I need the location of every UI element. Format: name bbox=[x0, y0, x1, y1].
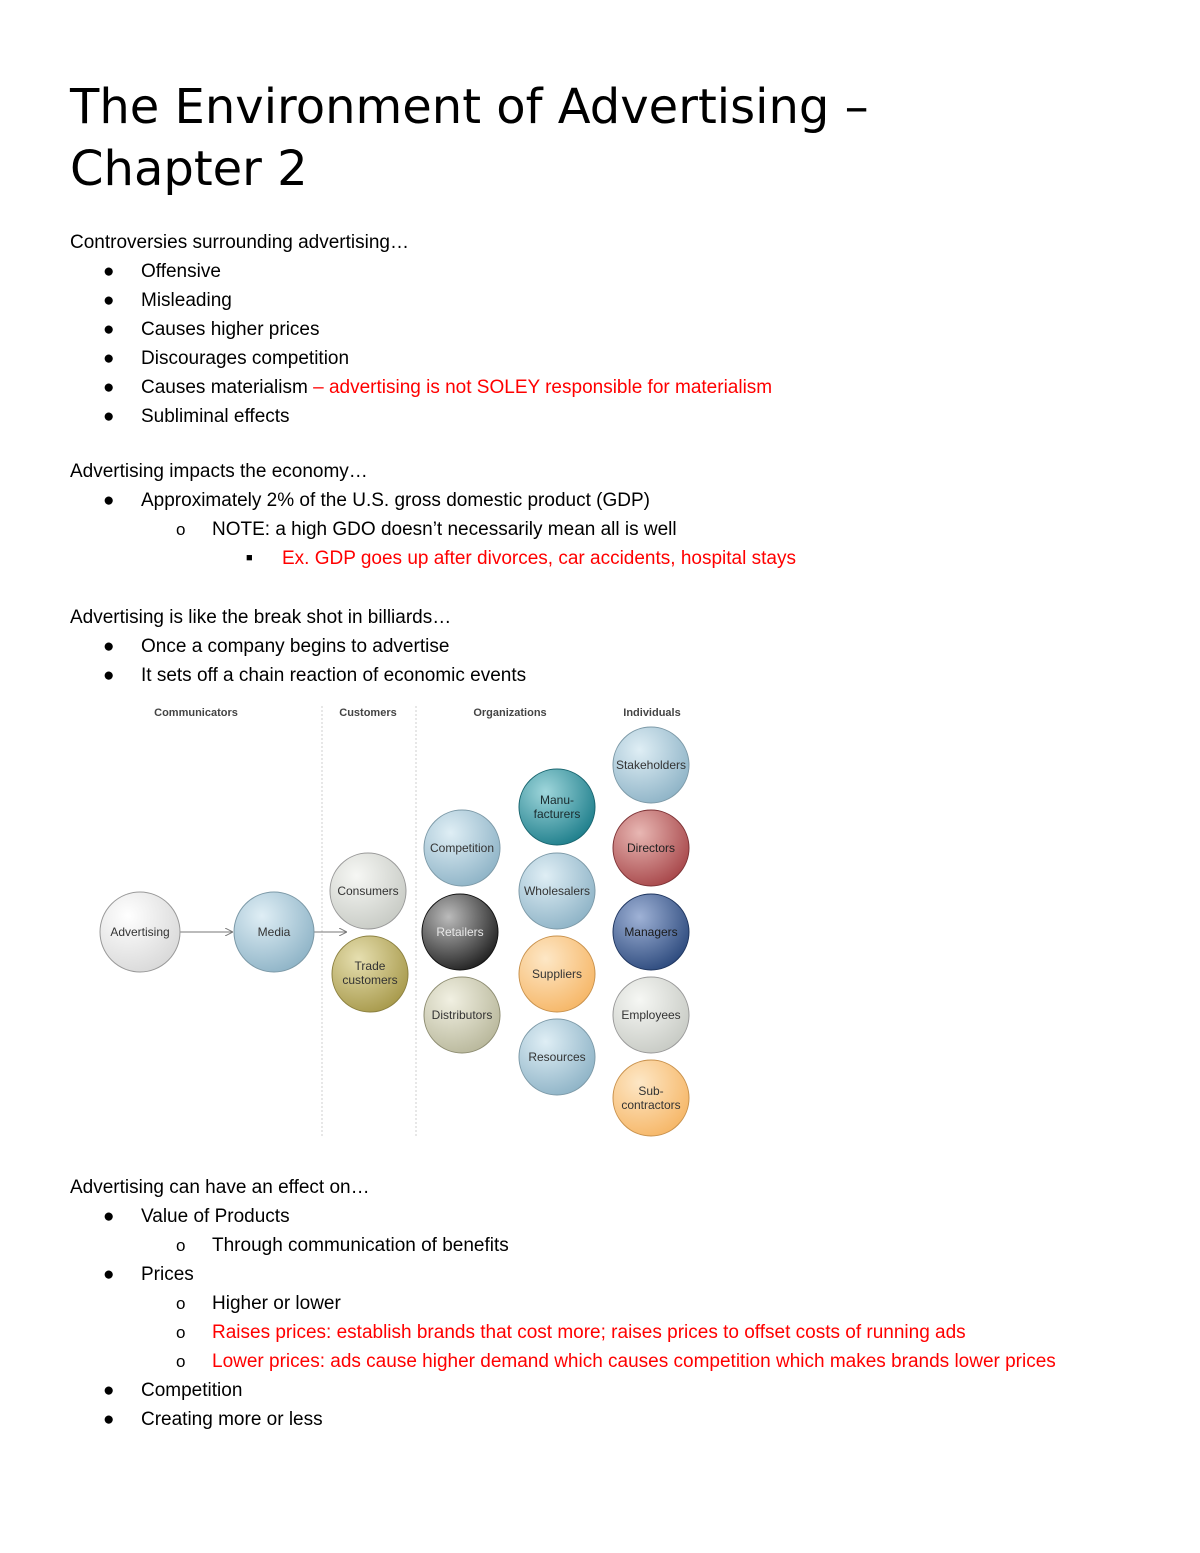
node-label: Retailers bbox=[436, 925, 484, 939]
list-item-text: Through communication of benefits bbox=[212, 1235, 509, 1256]
list-item-text: Higher or lower bbox=[212, 1293, 341, 1314]
node-label: customers bbox=[342, 973, 398, 987]
list-item bbox=[70, 1405, 1150, 1434]
node-stakeholders bbox=[613, 727, 689, 803]
node-suppliers bbox=[519, 936, 595, 1012]
list-item-text: It sets off a chain reaction of economic events bbox=[141, 665, 527, 686]
list-item bbox=[70, 344, 1150, 373]
node-label: facturers bbox=[533, 807, 581, 821]
list-item bbox=[70, 1376, 1150, 1405]
list-item bbox=[70, 632, 1150, 661]
list-item-text: Offensive bbox=[141, 261, 221, 282]
list-item-text: Once a company begins to advertise bbox=[141, 636, 450, 657]
node-label: contractors bbox=[621, 1098, 681, 1112]
materialism-note: – advertising is not SOLEY responsible for materialism bbox=[307, 377, 773, 398]
node-label: Resources bbox=[528, 1050, 586, 1064]
node-advertising bbox=[100, 892, 180, 972]
billiards-section bbox=[70, 603, 1150, 690]
bullet-icon: ● bbox=[103, 406, 115, 427]
list-item-text: NOTE: a high GDO doesn’t necessarily mean all is well bbox=[212, 519, 677, 540]
node-competition bbox=[424, 810, 500, 886]
list-item bbox=[70, 1231, 1150, 1260]
bullet-icon: ● bbox=[103, 348, 115, 369]
list-item-text: Causes higher prices bbox=[141, 319, 320, 340]
list-item-text: Causes materialism bbox=[141, 377, 308, 398]
list-item-text: Misleading bbox=[141, 290, 232, 311]
node-label: Advertising bbox=[110, 925, 170, 939]
list-item bbox=[70, 661, 1150, 690]
list-item bbox=[70, 402, 1150, 431]
page-title-line-1: The Environment of Advertising – bbox=[70, 79, 869, 135]
node-managers bbox=[613, 894, 689, 970]
node-consumers bbox=[330, 853, 406, 929]
node-label: Employees bbox=[621, 1008, 681, 1022]
list-item-text: Prices bbox=[141, 1264, 194, 1285]
node-label: Wholesalers bbox=[523, 884, 591, 898]
node-label: Trade bbox=[354, 959, 386, 973]
node-media bbox=[234, 892, 314, 972]
bullet-icon: o bbox=[176, 1236, 186, 1255]
effects-section bbox=[70, 1173, 1150, 1434]
column-header-organizations: Organizations bbox=[473, 707, 547, 719]
list-item bbox=[70, 1202, 1150, 1231]
effects-list bbox=[70, 1202, 1150, 1434]
list-item-text: Competition bbox=[141, 1380, 243, 1401]
controversies-heading: Controversies surrounding advertising… bbox=[70, 232, 409, 253]
list-item-text: Subliminal effects bbox=[141, 406, 290, 427]
bullet-icon: o bbox=[176, 520, 186, 539]
node-directors bbox=[613, 810, 689, 886]
node-resources bbox=[519, 1019, 595, 1095]
node-label: Consumers bbox=[337, 884, 399, 898]
bullet-icon: ● bbox=[103, 1206, 115, 1227]
bullet-icon: ● bbox=[103, 1380, 115, 1401]
list-item bbox=[70, 544, 1150, 573]
list-item-text: Raises prices: establish brands that cost more; raises prices to offset costs of running ads bbox=[212, 1322, 966, 1343]
list-item-text: Approximately 2% of the U.S. gross domestic product (GDP) bbox=[141, 490, 650, 511]
list-item bbox=[70, 1347, 1150, 1376]
node-label: Suppliers bbox=[531, 967, 583, 981]
bullet-icon: ● bbox=[103, 319, 115, 340]
node-label: Media bbox=[257, 925, 291, 939]
economy-list bbox=[70, 486, 1150, 573]
column-header-communicators: Communicators bbox=[154, 707, 238, 719]
list-item bbox=[70, 286, 1150, 315]
node-wholesalers bbox=[519, 853, 595, 929]
page-title bbox=[70, 76, 1150, 200]
bullet-icon: ● bbox=[103, 636, 115, 657]
list-item bbox=[70, 1289, 1150, 1318]
node-label: Directors bbox=[626, 841, 676, 855]
bullet-icon: ● bbox=[103, 377, 115, 398]
bullet-icon: o bbox=[176, 1294, 186, 1313]
list-item-text: Discourages competition bbox=[141, 348, 350, 369]
billiards-heading: Advertising is like the break shot in billiards… bbox=[70, 607, 452, 628]
bullet-icon: ● bbox=[103, 1409, 115, 1430]
chain-reaction-diagram bbox=[90, 700, 710, 1140]
bullet-icon: ● bbox=[103, 1264, 115, 1285]
bullet-icon: o bbox=[176, 1352, 186, 1371]
node-manufacturers bbox=[519, 769, 595, 845]
node-label: Competition bbox=[429, 841, 495, 855]
node-distributors bbox=[424, 977, 500, 1053]
bullet-icon: ● bbox=[103, 665, 115, 686]
economy-section bbox=[70, 457, 1150, 573]
list-item-text: Creating more or less bbox=[141, 1409, 323, 1430]
node-label: Distributors bbox=[431, 1008, 493, 1022]
node-label: Manu- bbox=[539, 793, 575, 807]
column-header-individuals: Individuals bbox=[623, 707, 681, 719]
node-subcontractors bbox=[613, 1060, 689, 1136]
node-label: Sub- bbox=[638, 1084, 664, 1098]
list-item bbox=[70, 1318, 1150, 1347]
list-item-text: Lower prices: ads cause higher demand which causes competition which makes brands lower prices bbox=[212, 1351, 1056, 1372]
node-label: Managers bbox=[624, 925, 678, 939]
node-retailers bbox=[422, 894, 498, 970]
economy-heading: Advertising impacts the economy… bbox=[70, 461, 368, 482]
list-item-text: Ex. GDP goes up after divorces, car accidents, hospital stays bbox=[282, 548, 796, 569]
column-header-customers: Customers bbox=[339, 707, 397, 719]
list-item bbox=[70, 315, 1150, 344]
node-trade-customers bbox=[332, 936, 408, 1012]
bullet-icon: ■ bbox=[246, 552, 253, 564]
controversies-list bbox=[70, 257, 1150, 431]
effects-heading: Advertising can have an effect on… bbox=[70, 1177, 370, 1198]
list-item bbox=[70, 515, 1150, 544]
bullet-icon: ● bbox=[103, 490, 115, 511]
bullet-icon: o bbox=[176, 1323, 186, 1342]
list-item bbox=[70, 1260, 1150, 1289]
list-item bbox=[70, 257, 1150, 286]
bullet-icon: ● bbox=[103, 261, 115, 282]
list-item bbox=[70, 486, 1150, 515]
page-title-line-2: Chapter 2 bbox=[70, 141, 308, 197]
list-item-text: Value of Products bbox=[141, 1206, 290, 1227]
controversies-section bbox=[70, 228, 1150, 431]
node-employees bbox=[613, 977, 689, 1053]
list-item bbox=[70, 373, 1150, 402]
bullet-icon: ● bbox=[103, 290, 115, 311]
node-label: Stakeholders bbox=[615, 758, 687, 772]
billiards-list bbox=[70, 632, 1150, 690]
